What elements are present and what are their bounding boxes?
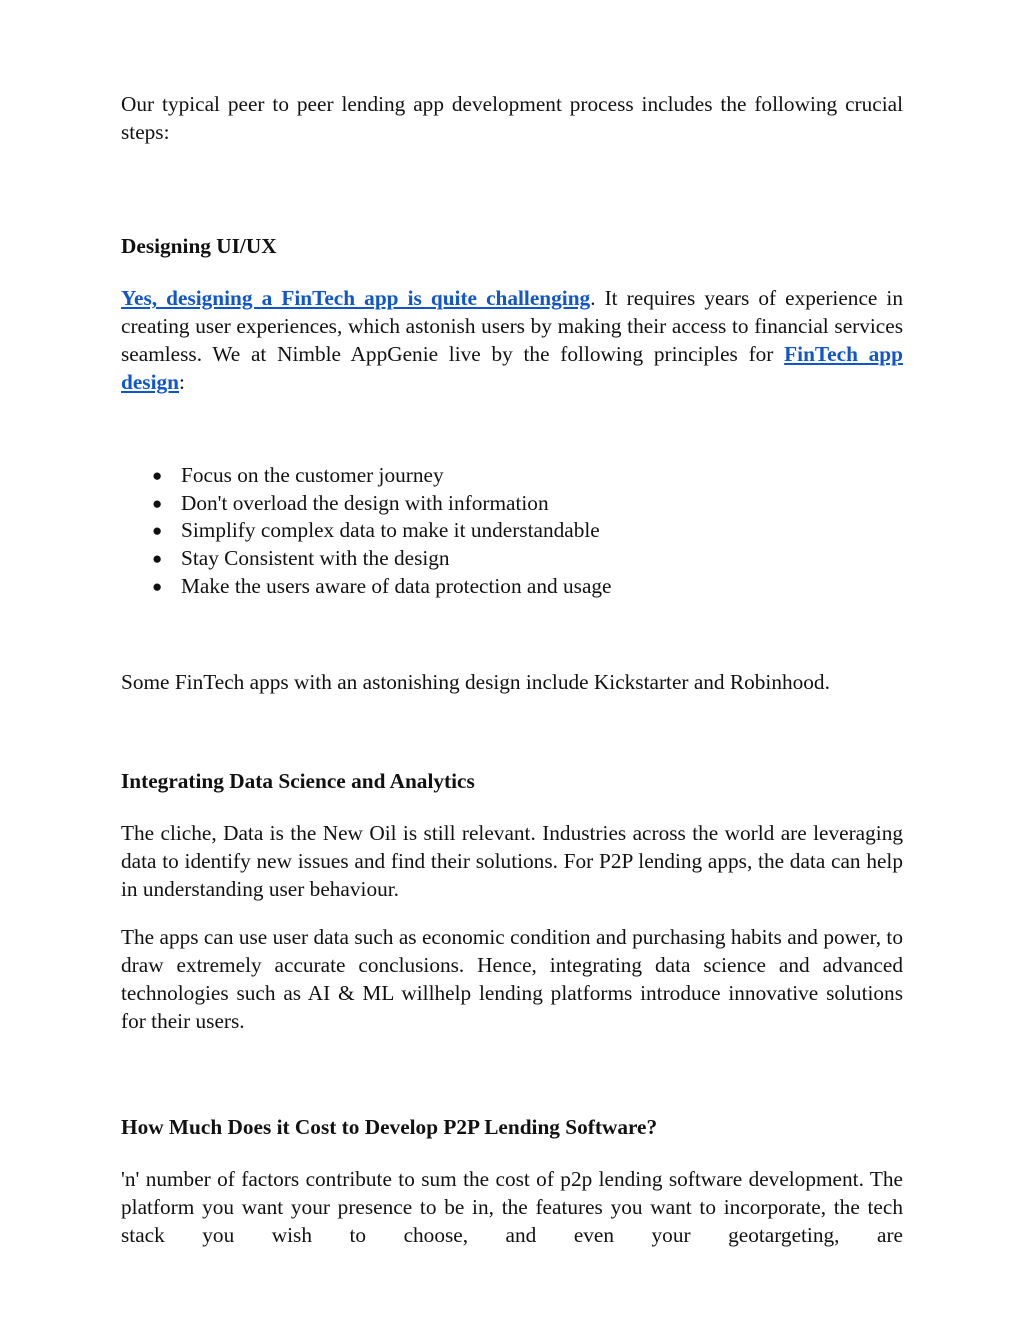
data-science-paragraph-2: The apps can use user data such as economic condition and purchasing habits and power, to draw extremely accurate conclusions. Hence, integrating data science and advanced technologies such as AI & ML willhelp lending platforms introduce innovative solutions for their users. xyxy=(121,924,903,1033)
fintech-examples-paragraph: Some FinTech apps with an astonishing design include Kickstarter and Robinhood. xyxy=(121,669,830,694)
list-item-text: Stay Consistent with the design xyxy=(181,546,450,571)
list-item-text: Focus on the customer journey xyxy=(181,463,444,487)
list-item xyxy=(121,545,903,573)
list-item xyxy=(121,490,903,518)
section-heading-cost: How Much Does it Cost to Develop P2P Lending Software? xyxy=(121,1114,658,1139)
bullet-icon: ● xyxy=(152,493,163,513)
designing-paragraph xyxy=(121,284,903,396)
section-heading-designing-ui-ux: Designing UI/UX xyxy=(121,234,277,258)
fintech-challenging-link[interactable]: Yes, designing a FinTech app is quite challenging xyxy=(121,286,591,310)
cost-paragraph: 'n' number of factors contribute to sum the cost of p2p lending software development. The platform you want your presence to be in, the features you want to incorporate, the tech stack you wish to choose, and even your geotargeting, are xyxy=(121,1166,903,1247)
bullet-icon: ● xyxy=(152,521,163,541)
document-page xyxy=(121,90,903,1249)
list-item xyxy=(121,462,903,490)
fintech-app-design-link[interactable]: FinTech app design xyxy=(121,342,903,394)
section-heading-data-science: Integrating Data Science and Analytics xyxy=(121,768,475,793)
list-item xyxy=(121,517,903,545)
intro-paragraph: Our typical peer to peer lending app development process includes the following crucial steps: xyxy=(121,92,903,144)
data-science-paragraph-1: The cliche, Data is the New Oil is still relevant. Industries across the world are leveraging data to identify new issues and find their solutions. For P2P lending apps, the data can help in understanding user behaviour. xyxy=(121,820,903,901)
list-item-text: Don't overload the design with information xyxy=(181,490,549,515)
design-principles-list xyxy=(121,462,903,601)
bullet-icon: ● xyxy=(152,549,163,569)
designing-paragraph-end: : xyxy=(179,370,185,394)
designing-paragraph-text: . It requires years of experience in creating user experiences, which astonish users by making their access to financial services seamless. We at Nimble AppGenie live by the following principles for xyxy=(121,286,903,366)
bullet-icon: ● xyxy=(152,466,163,485)
list-item-text: Make the users aware of data protection and usage xyxy=(181,573,612,598)
list-item-text: Simplify complex data to make it understandable xyxy=(181,518,600,543)
bullet-icon: ● xyxy=(152,576,163,596)
list-item xyxy=(121,573,903,601)
